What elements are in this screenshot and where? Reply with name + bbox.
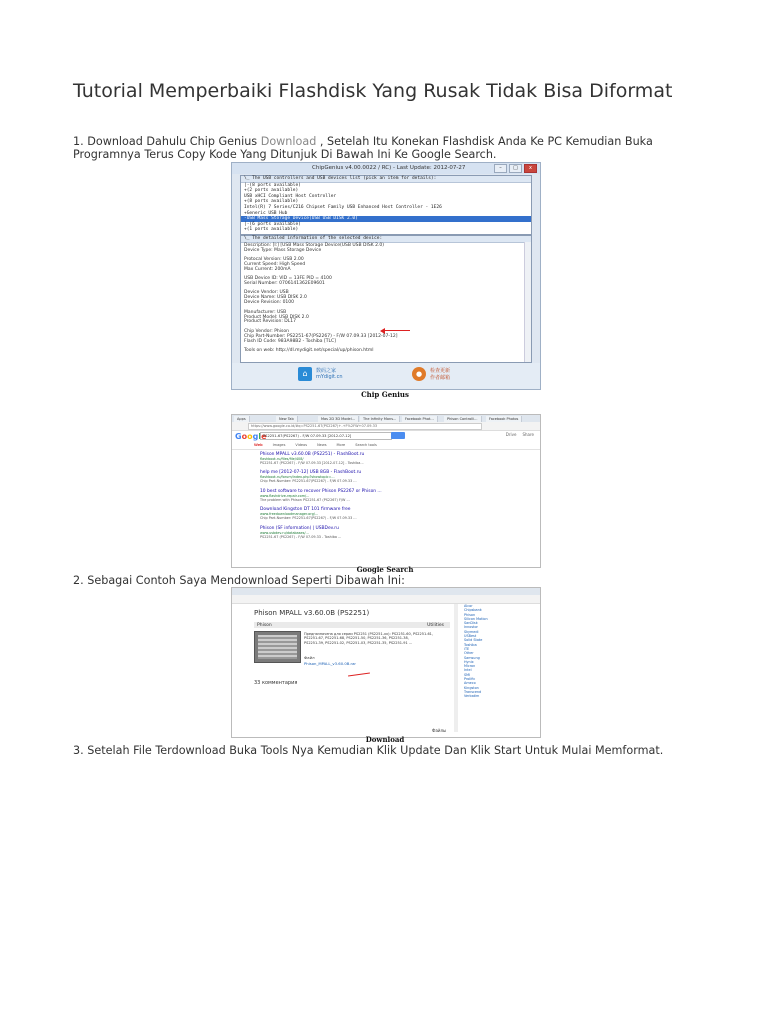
google-tools — [506, 432, 534, 437]
sidebar-link: Toshiba — [464, 642, 477, 647]
search-results — [260, 452, 460, 544]
device-list-line: +Generic USB Hub — [244, 210, 288, 216]
logo1-sub: mYdigit.cn — [316, 374, 343, 380]
red-arrow-icon — [384, 330, 410, 331]
device-list-selected: -USB Mass Storage Device(USB USB DISK 2.0) — [241, 216, 531, 222]
browser-urlbar — [232, 422, 540, 431]
sidebar-link: Prolific — [464, 677, 476, 682]
device-list-line: +(8 ports available) — [244, 199, 299, 205]
url-field: https://www.google.co.id/#q=PS2251-67(PS2267)+-+F%2FW+07.09.33 — [248, 423, 482, 430]
result-title: 10 best software to recover Phison PS2267 or Phison ... — [260, 488, 382, 494]
window-footer — [232, 363, 540, 389]
result-snippet: Chip Part-Number: PS2251-67(PS2267) - F/W 07.09.33 ... — [260, 479, 357, 484]
device-detail-line: Chip Part-Number: PS2251-67(PS2267) - F/W 07.09.33 [2012-07-12] — [244, 333, 398, 339]
nav-news: News — [317, 443, 327, 447]
red-underline-icon — [348, 672, 370, 676]
google-logo: Google — [235, 432, 267, 441]
device-detail-line: Chip Vendor: Phison — [244, 328, 289, 334]
sidebar-link: Innostor — [464, 625, 478, 630]
category-strip — [254, 622, 450, 628]
result-snippet: PS2251-67 (PS2267) - F/W 07.09.33 [2012-07-12] - Toshiba... — [260, 461, 364, 465]
caption-google-search: Google Search — [356, 565, 414, 574]
drive-link: Drive — [505, 432, 517, 437]
sidebar-link: SanDisk — [464, 621, 478, 626]
result-title: Phison MPALL v3.60.0B (PS2251) - FlashBoot.ru — [260, 452, 365, 457]
window-titlebar — [232, 163, 540, 174]
device-detail-line: Current Speed: High Speed — [244, 261, 306, 267]
sidebar-link: Transcend — [464, 689, 482, 694]
download-sidebar — [464, 604, 532, 699]
device-detail-line: Manufacturer: USB — [244, 309, 287, 315]
sidebar-link: iTE — [464, 646, 470, 651]
device-list-line: Intel(R) 7 Series/C216 Chipset Family USB Enhanced Host Controller - 1E26 — [244, 204, 442, 210]
caption-download: Download — [365, 735, 405, 744]
step-1 — [73, 135, 653, 148]
step-2: 2. Sebagai Contoh Saya Mendownload Seperti Dibawah Ini: — [73, 574, 405, 587]
browser-tabbar — [232, 588, 540, 595]
nav-web: Web — [254, 443, 263, 447]
device-detail-line: Product Revision: DL17 — [244, 319, 296, 325]
window-title: ChipGenius v4.00.0022 / RC) - Last Update: 2012-07-27 — [312, 165, 466, 171]
result-url: www.usbdev.ru/databases/... — [260, 530, 309, 535]
nav-videos: Videos — [295, 443, 308, 447]
download-footer: Файлы — [432, 728, 447, 733]
step-1-line-2: Programnya Terus Copy Kode Yang Ditunjuk Di Bawah Ini Ke Google Search. — [73, 148, 497, 161]
logo2-title: 检查更新 — [430, 368, 451, 374]
chip-genius-download-link[interactable]: Download — [260, 135, 317, 148]
detail-scrollbar — [524, 242, 531, 362]
nav-search-tools: Search tools — [355, 443, 377, 447]
home-logo-icon: ⌂ — [298, 367, 312, 381]
browser-tab: Mas 2D 3D Model... — [318, 416, 359, 422]
sidebar-link: Hynix — [464, 659, 474, 664]
sidebar-link: Chipsbank — [464, 608, 482, 613]
caption-chip-genius: Chip Genius — [361, 390, 409, 399]
file-download-link: Phison_MPALL_v3.60.0B.rar — [304, 660, 356, 666]
device-detail-line: Description: [I:] [USB Mass Storage Device(USB USB DISK 2.0) — [244, 242, 385, 248]
category-tag-right: Utilities — [427, 622, 444, 628]
device-detail-line: Product Model: USB DISK 2.0 — [244, 314, 309, 320]
minimize-icon: – — [494, 164, 507, 173]
share-link: Share — [522, 432, 534, 437]
sidebar-link: Ameco — [464, 681, 476, 686]
device-list-line: |-(8 ports available) — [244, 182, 301, 188]
device-list-line: +(2 ports available) — [244, 188, 299, 194]
step-1-suffix: , Setelah Itu Konekan Flashdisk Anda Ke PC Kemudian Buka — [316, 135, 653, 148]
result-snippet: Chip Part-Number: PS2251-67(PS2267) - F/W 07.09.33 ... — [260, 516, 357, 521]
device-detail-line: Device Type: Mass Storage Device — [244, 247, 322, 253]
nav-more: More — [336, 443, 346, 447]
update-logo-text — [430, 367, 450, 381]
device-detail-line: Flash ID Code: 983A98B2 - Toshiba [TLC] — [244, 338, 336, 344]
update-logo-icon: ● — [412, 367, 426, 381]
browser-tab: Phison Controlli... — [444, 416, 482, 422]
step-1-prefix: 1. Download Dahulu Chip Genius — [73, 135, 261, 148]
device-detail-line: Tools on web: http://dl.mydigit.net/special/up/phison.html — [244, 348, 374, 354]
page-title: Tutorial Memperbaiki Flashdisk Yang Rusak Tidak Bisa Diformat — [73, 80, 673, 102]
sidebar-link: Intel — [464, 668, 472, 673]
sidebar-link: Alcor — [464, 604, 473, 608]
mydigit-logo-text — [316, 367, 343, 380]
divider — [232, 449, 540, 450]
desc-line: PS2251-39, PS2251-02, PS2251-03, PS2251-35, PS2251-91 ... — [304, 640, 413, 645]
sidebar-link: Verbatim — [464, 694, 480, 699]
logo1-title: 数码之家 — [316, 368, 337, 374]
device-list-line: |-(6 ports available) — [244, 221, 301, 227]
search-icon — [391, 432, 405, 439]
browser-tab: Facebook Phot... — [402, 416, 438, 422]
browser-tab: Apps — [234, 416, 250, 422]
result-url: flashboot.ru/files/file/408/ — [260, 457, 304, 461]
device-detail-line: Max Current: 200mA — [244, 266, 291, 272]
search-result — [260, 507, 460, 520]
browser-tab: Facebook Photos — [486, 416, 522, 422]
screenshot-thumbnail — [254, 631, 301, 663]
device-detail-header: \_ The detailed information of the selected device: — [241, 236, 531, 243]
device-list-line: +(1 ports available) — [244, 227, 299, 233]
chip-genius-screenshot — [231, 162, 541, 390]
logo2-sub: 作者邮箱 — [430, 375, 451, 381]
sidebar-link: Skymedi — [464, 629, 479, 634]
search-result — [260, 470, 460, 483]
device-detail-line: Protocal Version: USB 2.00 — [244, 256, 304, 262]
download-main — [252, 604, 452, 732]
result-snippet: The problem with Phison PS2251-67 (PS2267) F/W ... — [260, 497, 350, 502]
device-detail-line: Device Name: USB DISK 2.0 — [244, 295, 307, 301]
category-tag: Phison — [257, 622, 272, 628]
search-result — [260, 526, 460, 539]
sidebar-link: Samsung — [464, 655, 480, 660]
sidebar-link: Kingston — [464, 685, 479, 690]
sidebar-link: Silicon Motion — [464, 616, 488, 621]
browser-tabbar — [232, 415, 540, 422]
device-list-line: USB xHCI Compliant Host Controller — [244, 193, 337, 199]
close-icon: x — [524, 164, 537, 173]
result-snippet: PS2251-67 (PS2267) - F/W 07.09.33 - Toshiba ... — [260, 534, 342, 539]
desc-line: PS2251-67, PS2251-68, PS2251-50, PS2251-36, PS2251-38, — [304, 636, 409, 641]
device-detail-panel — [240, 235, 532, 363]
browser-urlbar — [232, 595, 540, 604]
nav-images: Images — [272, 443, 286, 447]
search-result — [260, 452, 460, 465]
comments-heading: 33 комментария — [254, 680, 298, 686]
file-description — [304, 632, 444, 666]
google-nav — [254, 443, 377, 447]
search-result — [260, 489, 460, 502]
files-label: Файл — [304, 655, 315, 661]
sidebar-link: USBest — [464, 634, 477, 639]
browser-tab: New Tab — [276, 416, 298, 422]
result-url: www.freedownloadmanager.org/... — [260, 512, 319, 517]
sidebar-link: Micron — [464, 664, 476, 669]
result-url: www.flashdrive-repair.com/... — [260, 493, 310, 498]
result-title: Phison (SF information) | USBDev.ru — [260, 525, 339, 531]
page-scrollbar — [454, 604, 458, 732]
download-page-screenshot — [231, 587, 541, 738]
maximize-icon: □ — [509, 164, 522, 173]
sidebar-link: SMI — [464, 672, 471, 677]
download-page-title: Phison MPALL v3.60.0B (PS2251) — [254, 609, 370, 617]
device-list-header: \_ The USB controllers and USB devices list (pick an item for details): — [241, 176, 531, 183]
result-url: flashboot.ru/forum/index.php?showtopic=... — [260, 475, 335, 480]
device-detail-line: USB Device ID: VID = 13FE PID = 4100 — [244, 276, 332, 282]
result-title: Download Kingston DT 101 firmware free — [260, 507, 351, 513]
device-detail-line: Serial Number: 0706141362E09601 — [244, 281, 325, 287]
desc-line: Предназначена для серии PS2251 (PS2251-xx): PS2251-60, PS2251-61, — [304, 632, 434, 636]
google-search-input: PS2251-67(PS2267) - F/W 07.09.33 [2012-07-12] — [260, 432, 392, 440]
sidebar-link: Phison — [464, 612, 476, 617]
browser-tab: The Infinity Mons... — [360, 416, 400, 422]
device-detail-line: Device Revision: 0100 — [244, 300, 295, 306]
step-3: 3. Setelah File Terdownload Buka Tools Nya Kemudian Klik Update Dan Klik Start Untuk Mulai Memformat. — [73, 744, 664, 757]
device-list-panel — [240, 175, 532, 235]
sidebar-link: Solid State — [464, 638, 483, 643]
device-detail-line: Device Vendor: USB — [244, 290, 289, 296]
sidebar-link: Other — [464, 651, 474, 656]
result-title: help me [2012-07-12] USB 8GB - FlashBoot.ru — [260, 470, 362, 476]
google-search-screenshot — [231, 414, 541, 568]
